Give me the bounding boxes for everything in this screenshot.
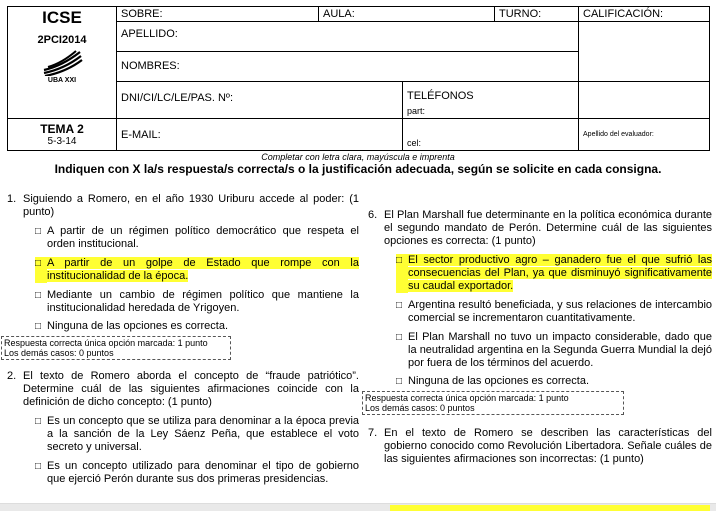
- subtitle: Completar con letra clara, mayúscula e imprenta: [261, 152, 455, 162]
- checkbox-icon[interactable]: □: [35, 226, 42, 237]
- logo-text: UBA XXI: [47, 77, 77, 84]
- question-text: El Plan Marshall fue determinante en la política económica durante el segundo mandato de Perón. Determine cuál de las siguientes opciones es correcta: (1 punto): [384, 209, 712, 247]
- question-number: 6.: [368, 209, 378, 221]
- sobre-field[interactable]: SOBRE:: [117, 7, 319, 22]
- header-table: [7, 6, 709, 146]
- question-text: El texto de Romero aborda el concepto de “fraude patriótico”. Determine cuál de las siguientes afirmaciones coincide con la definición de dicho concepto: (1 punto): [23, 370, 359, 408]
- question-7: [368, 427, 712, 466]
- apellido-field[interactable]: APELLIDO:: [117, 22, 579, 52]
- telefonos-field[interactable]: [403, 82, 579, 119]
- option[interactable]: [35, 225, 359, 251]
- brand-title: ICSE: [42, 8, 82, 27]
- aula-field[interactable]: AULA:: [319, 7, 495, 22]
- calificacion-box[interactable]: [579, 22, 710, 82]
- tema-cell: [8, 119, 117, 151]
- option-text: Ninguna de las opciones es correcta.: [47, 320, 228, 332]
- option[interactable]: [396, 299, 712, 325]
- checkbox-icon[interactable]: □: [396, 376, 403, 387]
- dni-field[interactable]: DNI/CI/LC/LE/PAS. Nº:: [117, 82, 403, 119]
- checkbox-icon[interactable]: □: [396, 332, 403, 343]
- question-1: [7, 193, 359, 219]
- option-text: Argentina resultó beneficiada, y sus relaciones de intercambio comercial se incrementaron cuantitativamente.: [408, 299, 712, 324]
- cel-field[interactable]: cel:: [403, 119, 579, 151]
- email-field[interactable]: E-MAIL:: [117, 119, 403, 151]
- option[interactable]: [35, 460, 359, 486]
- score-line: Los demás casos: 0 puntos: [4, 348, 114, 358]
- left-column: [4, 193, 359, 486]
- question-text: En el texto de Romero se describen las características del gobierno conocido como Revolución Libertadora. Señale cuáles de las siguientes afirmaciones son incorrectas: (1 punto): [384, 427, 712, 465]
- right-column: [365, 209, 712, 466]
- checkbox-icon[interactable]: □: [35, 416, 42, 427]
- option[interactable]: [35, 415, 359, 454]
- score-note: [1, 336, 231, 360]
- checkbox-icon[interactable]: □: [35, 321, 42, 332]
- option-text: Ninguna de las opciones es correcta.: [408, 375, 589, 387]
- tema-date: 5-3-14: [47, 136, 77, 147]
- option-text: Mediante un cambio de régimen político que mantiene la institucionalidad heredada de Yrigoyen.: [47, 289, 359, 314]
- checkbox-icon[interactable]: □: [396, 254, 408, 293]
- checkbox-icon[interactable]: □: [35, 290, 42, 301]
- option-text: A partir de un régimen político democrático que respeta el orden institucional.: [47, 225, 359, 250]
- score-line: Respuesta correcta única opción marcada: 1 punto: [4, 338, 208, 348]
- option-text: El Plan Marshall no tuvo un impacto considerable, dado que la neutralidad argentina en la Segunda Guerra Mundial la dejó por fuera de los términos del acuerdo.: [408, 331, 712, 369]
- checkbox-icon[interactable]: □: [35, 257, 47, 283]
- option[interactable]: [35, 289, 359, 315]
- uba-logo-icon: [40, 50, 84, 76]
- nombres-field[interactable]: NOMBRES:: [117, 52, 579, 82]
- option[interactable]: [396, 254, 712, 293]
- option-text-highlighted: A partir de un golpe de Estado que rompe con la institucionalidad de la época.: [47, 257, 359, 282]
- calificacion-field[interactable]: CALIFICACIÓN:: [579, 7, 710, 22]
- question-6: [368, 209, 712, 248]
- checkbox-icon[interactable]: □: [35, 461, 42, 472]
- question-text: Siguiendo a Romero, en el año 1930 Uriburu accede al poder: (1 punto): [23, 193, 359, 218]
- option[interactable]: [396, 331, 712, 370]
- score-note: [362, 391, 624, 415]
- option-text: Es un concepto que se utiliza para denominar a la época previa a la sanción de la Ley Sáenz Peña, que establece el voto secreto y universal.: [47, 415, 359, 453]
- question-number: 2.: [7, 370, 17, 382]
- instruction: Indiquen con X la/s respuesta/s correcta/s o la justificación adecuada, según se solicite en cada consigna.: [54, 162, 662, 176]
- option[interactable]: [35, 320, 359, 333]
- question-number: 7.: [368, 427, 378, 439]
- exam-code: 2PCI2014: [37, 34, 87, 46]
- telefonos-label: TELÉFONOS: [407, 90, 474, 102]
- highlight-fragment: [390, 505, 710, 511]
- brand-cell: [8, 7, 117, 119]
- blank-box: [579, 82, 710, 119]
- part-label: part:: [407, 106, 426, 116]
- score-line: Los demás casos: 0 puntos: [365, 403, 475, 413]
- question-number: 1.: [7, 193, 17, 205]
- option-text: Es un concepto utilizado para denominar el tipo de gobierno que ejerció Perón durante sus dos primeras presidencias.: [47, 460, 359, 485]
- question-2: [7, 370, 359, 409]
- option[interactable]: [35, 257, 359, 283]
- option-text-highlighted: El sector productivo agro – ganadero fue el que sufrió las consecuencias del Plan, ya que disminuyó significativamente su caudal exportador.: [408, 254, 712, 292]
- evaluador-field[interactable]: Apellido del evaluador:: [579, 119, 710, 151]
- option[interactable]: [396, 375, 712, 388]
- turno-field[interactable]: TURNO:: [495, 7, 579, 22]
- checkbox-icon[interactable]: □: [396, 300, 403, 311]
- score-line: Respuesta correcta única opción marcada: 1 punto: [365, 393, 569, 403]
- tema-label: TEMA 2: [40, 122, 84, 136]
